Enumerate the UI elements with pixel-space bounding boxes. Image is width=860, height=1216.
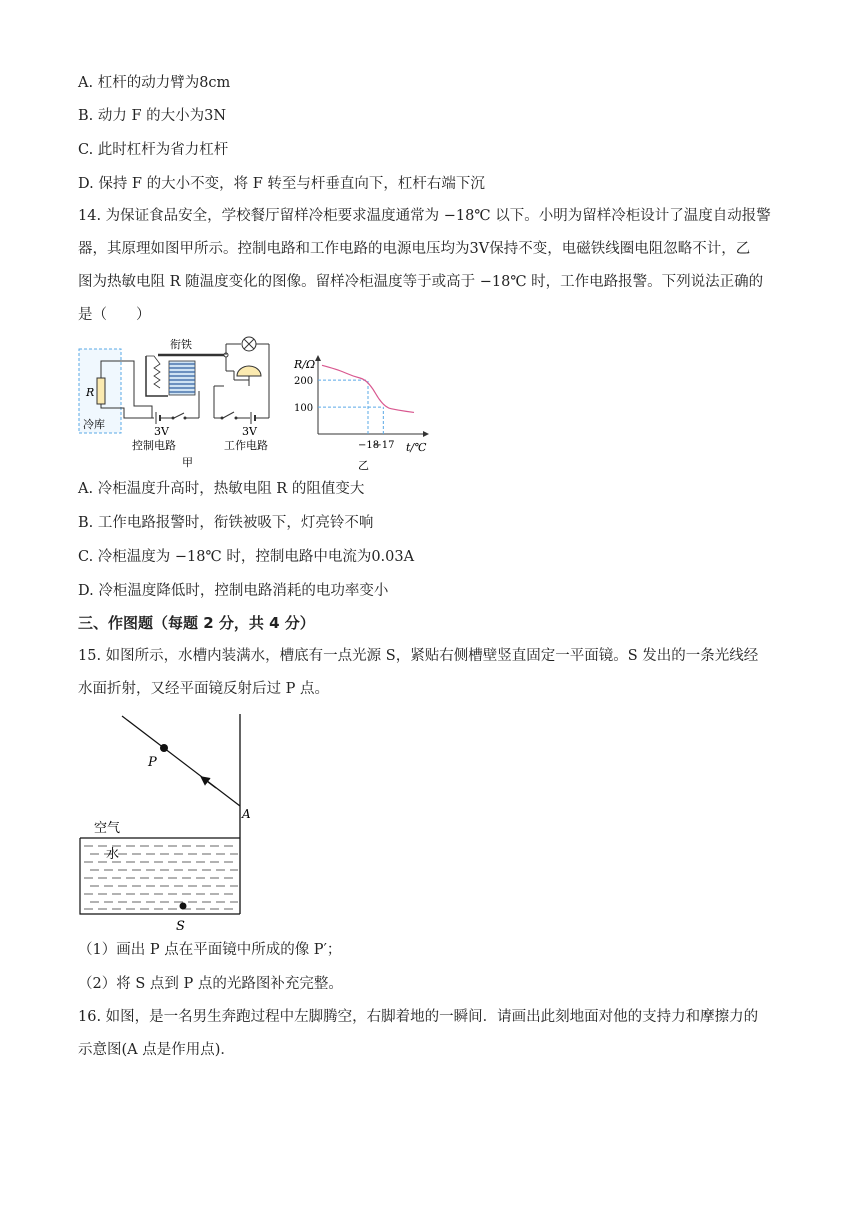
- q14-stem-line: 图为热敏电阻 R 随温度变化的图像。留样冷柜温度等于或高于 −18℃ 时，工作电路报警。下列说法正确的: [78, 274, 764, 290]
- cold-storage-label: 冷库: [83, 418, 105, 431]
- q13-option-d: D. 保持 F 的大小不变，将 F 转至与杆垂直向下，杠杆右端下沉: [78, 176, 485, 192]
- light-ray: [122, 716, 240, 806]
- x-tick-label: −17: [373, 440, 395, 451]
- point-s: [180, 903, 187, 910]
- water-tank-diagram: [76, 710, 266, 936]
- q14-option-d: D. 冷柜温度降低时，控制电路消耗的电功率变小: [78, 583, 389, 599]
- x-axis-label: t/℃: [406, 441, 427, 454]
- q15-sub1: （1）画出 P 点在平面镜中所成的像 P′；: [78, 942, 342, 958]
- water-tank: [80, 838, 240, 914]
- water-label: 水: [106, 847, 120, 862]
- y-tick-label: 200: [294, 376, 314, 388]
- q14-option-b: B. 工作电路报警时，衔铁被吸下，灯亮铃不响: [78, 515, 374, 531]
- y-tick-label: 100: [294, 403, 314, 415]
- q15-stem: [78, 640, 784, 706]
- q16-stem: [78, 1001, 784, 1067]
- figure-yi-caption: 乙: [358, 459, 369, 472]
- electromagnet: [169, 361, 195, 395]
- q14-option-a: A. 冷柜温度升高时，热敏电阻 R 的阻值变大: [78, 481, 365, 497]
- control-circuit-label: 控制电路: [132, 439, 176, 452]
- q14-stem: [78, 200, 784, 332]
- point-p: [160, 744, 168, 752]
- chart-yi: [290, 352, 440, 472]
- q14-stem-line: 器，其原理如图甲所示。控制电路和工作电路的电源电压均为3V保持不变，电磁铁线圈电阻忽略不计，乙: [78, 241, 751, 257]
- figure-jia-caption: 甲: [182, 456, 193, 469]
- point-p-label: P: [148, 755, 157, 770]
- point-a-label: A: [242, 807, 251, 821]
- ray-arrow: [204, 779, 216, 788]
- q16-stem-line: 示意图(A 点是作用点)．: [78, 1042, 235, 1058]
- resistor-label: R: [86, 386, 95, 399]
- point-s-label: S: [176, 919, 185, 934]
- circuit-diagram-jia: [74, 336, 284, 472]
- work-voltage-label: 3V: [242, 425, 257, 438]
- q14-stem-line: 14. 为保证食品安全，学校餐厅留样冷柜要求温度通常为 −18℃ 以下。小明为留样冷柜设计了温度自动报警: [78, 208, 771, 224]
- q15-stem-line: 水面折射，又经平面镜反射后过 P 点。: [78, 681, 329, 697]
- q13-option-c: C. 此时杠杆为省力杠杆: [78, 142, 229, 158]
- section-heading: 三、作图题（每题 2 分，共 4 分）: [78, 614, 315, 632]
- air-label: 空气: [94, 821, 121, 836]
- q16-stem-line: 16. 如图，是一名男生奔跑过程中左脚腾空，右脚着地的一瞬间．请画出此刻地面对他的支持力和摩擦力的: [78, 1009, 759, 1025]
- control-voltage-label: 3V: [154, 425, 169, 438]
- y-axis-label: R/Ω: [294, 358, 316, 371]
- work-circuit-label: 工作电路: [224, 439, 268, 452]
- q15-sub2: （2）将 S 点到 P 点的光路图补充完整。: [78, 976, 343, 992]
- q13-option-b: B. 动力 F 的大小为3N: [78, 108, 227, 124]
- thermistor-resistor: [97, 378, 105, 404]
- q14-stem-line: 是（ ）: [78, 307, 151, 323]
- bell-icon: [237, 366, 261, 376]
- armature-label: 衔铁: [170, 338, 192, 351]
- q13-option-a: A. 杠杆的动力臂为8cm: [78, 75, 231, 91]
- q14-option-c: C. 冷柜温度为 −18℃ 时，控制电路中电流为0.03A: [78, 549, 415, 565]
- q15-stem-line: 15. 如图所示，水槽内装满水，槽底有一点光源 S，紧贴右侧槽壁竖直固定一平面镜。S 发出的一条光线经: [78, 648, 759, 664]
- x-tick-label: −18: [358, 440, 380, 451]
